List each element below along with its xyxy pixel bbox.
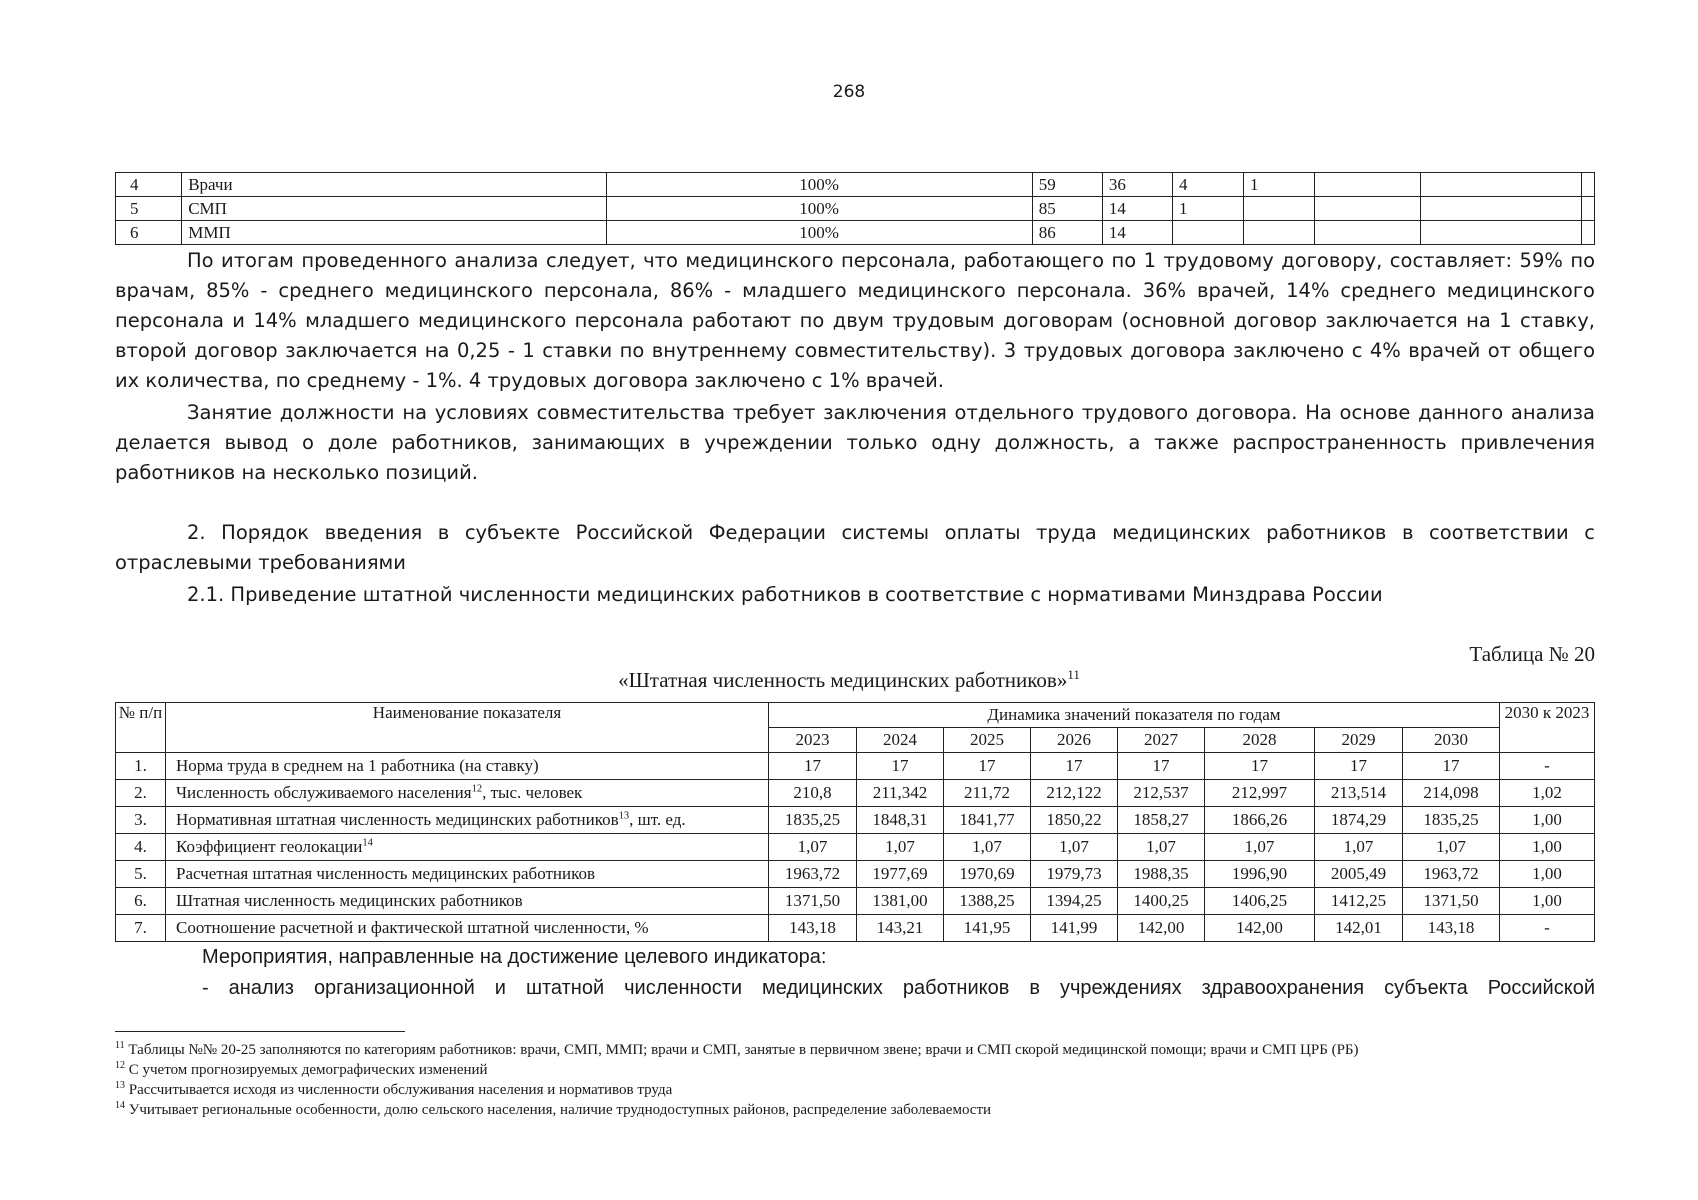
table-row	[116, 888, 1595, 915]
row-year-value: 1371,50	[769, 888, 857, 915]
row-year-value: 212,537	[1118, 780, 1205, 807]
row-year-value: 1388,25	[944, 888, 1031, 915]
header-num: № п/п	[116, 703, 166, 753]
row-year-value: 210,8	[769, 780, 857, 807]
row-footnote-ref: 14	[362, 837, 373, 849]
footnotes	[115, 1040, 1575, 1120]
table-row	[116, 753, 1595, 780]
row-year-value: 1406,25	[1205, 888, 1315, 915]
table-row	[116, 915, 1595, 942]
section-2-1-text: 2.1. Приведение штатной численности медицинских работников в соответствие с нормативами Минздрава России	[187, 583, 1383, 606]
row-year-value: 1858,27	[1118, 807, 1205, 834]
section-2-1-heading	[115, 580, 1595, 610]
top-table-cell: 36	[1102, 173, 1172, 197]
row-year-value: 142,01	[1315, 915, 1403, 942]
top-table-cell	[1421, 221, 1582, 245]
row-year-value: 17	[1118, 753, 1205, 780]
footnote-number: 14	[115, 1100, 125, 1111]
top-table-cell: 14	[1102, 221, 1172, 245]
row-number: 4.	[116, 834, 166, 861]
header-year: 2026	[1031, 728, 1118, 753]
row-year-value: 17	[857, 753, 944, 780]
paragraph-analysis	[115, 246, 1595, 396]
row-year-value: 143,18	[769, 915, 857, 942]
footnote-number: 12	[115, 1060, 125, 1071]
top-table-cell: 100%	[606, 173, 1032, 197]
table-caption	[0, 668, 1698, 693]
row-year-value: 1,07	[1403, 834, 1500, 861]
row-year-value: 213,514	[1315, 780, 1403, 807]
top-table-cell: 100%	[606, 197, 1032, 221]
footnote-separator	[115, 1031, 405, 1032]
row-ratio: 1,00	[1500, 807, 1595, 834]
top-table-cell: Врачи	[182, 173, 606, 197]
row-year-value: 143,21	[857, 915, 944, 942]
row-year-value: 212,122	[1031, 780, 1118, 807]
paragraph-combination	[115, 398, 1595, 488]
row-indicator-text: Соотношение расчетной и фактической штатной численности, %	[176, 918, 649, 937]
row-year-value: 1963,72	[769, 861, 857, 888]
row-indicator-name	[166, 915, 769, 942]
row-year-value: 143,18	[1403, 915, 1500, 942]
top-table-cell: 14	[1102, 197, 1172, 221]
row-indicator-name	[166, 888, 769, 915]
row-year-value: 1970,69	[944, 861, 1031, 888]
row-year-value: 1,07	[1205, 834, 1315, 861]
top-table-cell: 1	[1244, 173, 1315, 197]
row-year-value: 1988,35	[1118, 861, 1205, 888]
row-footnote-ref: 13	[618, 810, 630, 822]
header-year: 2025	[944, 728, 1031, 753]
row-year-value: 141,99	[1031, 915, 1118, 942]
row-year-value: 1835,25	[769, 807, 857, 834]
header-year: 2030	[1403, 728, 1500, 753]
footnote-text: Таблицы №№ 20-25 заполняются по категориям работников: врачи, СМП, ММП; врачи и СМП, занятые в первичном звене; врачи и СМП скорой медицинской помощи; врачи и СМП ЦРБ (РБ)	[128, 1042, 1359, 1058]
table-caption-text: «Штатная численность медицинских работников»	[618, 668, 1068, 692]
row-year-value: 1412,25	[1315, 888, 1403, 915]
row-year-value: 1977,69	[857, 861, 944, 888]
row-year-value: 1963,72	[1403, 861, 1500, 888]
top-table-row	[116, 173, 1595, 197]
top-table-cell: 59	[1032, 173, 1102, 197]
top-table-cell	[1173, 221, 1244, 245]
top-table-cell	[1244, 197, 1315, 221]
row-year-value: 214,098	[1403, 780, 1500, 807]
header-name: Наименование показателя	[166, 703, 769, 753]
row-indicator-text: Норма труда в среднем на 1 работника (на ставку)	[176, 756, 539, 775]
top-table-cell: ММП	[182, 221, 606, 245]
row-year-value: 1835,25	[1403, 807, 1500, 834]
top-table-cell: СМП	[182, 197, 606, 221]
row-ratio: 1,00	[1500, 834, 1595, 861]
row-indicator-text: Численность обслуживаемого населения	[176, 783, 472, 802]
top-table-cell	[1314, 221, 1420, 245]
row-footnote-ref: 12	[471, 783, 483, 795]
row-year-value: 1,07	[857, 834, 944, 861]
header-dynamics: Динамика значений показателя по годам	[769, 703, 1500, 728]
row-year-value: 1,07	[1118, 834, 1205, 861]
measures-heading: Мероприятия, направленные на достижение целевого индикатора:	[202, 946, 827, 968]
row-year-value: 17	[1403, 753, 1500, 780]
footnote	[115, 1100, 1575, 1120]
row-year-value: 1,07	[769, 834, 857, 861]
row-indicator-text: Коэффициент геолокации	[176, 837, 363, 856]
row-ratio: 1,02	[1500, 780, 1595, 807]
header-year: 2024	[857, 728, 944, 753]
row-year-value: 1,07	[944, 834, 1031, 861]
row-year-value: 1850,22	[1031, 807, 1118, 834]
footnote-number: 13	[115, 1080, 125, 1091]
row-year-value: 1400,25	[1118, 888, 1205, 915]
measures-item-text: - анализ организационной и штатной численности медицинских работников в учреждениях здравоохранения субъекта Российской	[202, 977, 1595, 999]
row-year-value: 1874,29	[1315, 807, 1403, 834]
staffing-table	[115, 702, 1595, 942]
row-year-value: 1848,31	[857, 807, 944, 834]
footnote	[115, 1060, 1575, 1080]
row-year-value: 211,72	[944, 780, 1031, 807]
row-year-value: 17	[1315, 753, 1403, 780]
row-year-value: 141,95	[944, 915, 1031, 942]
row-year-value: 17	[944, 753, 1031, 780]
top-continuation-table	[115, 172, 1595, 245]
footnote-text: Учитывает региональные особенности, долю сельского населения, наличие труднодоступных районов, распределение заболеваемости	[128, 1102, 992, 1118]
row-year-value: 1979,73	[1031, 861, 1118, 888]
paragraph-combination-text: Занятие должности на условиях совместительства требует заключения отдельного трудового договора. На основе данного анализа делается вывод о доле работников, занимающих в учреждении только одну должность, а также распространенность привлечения работников на несколько позиций.	[115, 401, 1595, 484]
top-table-cell: 5	[116, 197, 182, 221]
paragraph-analysis-text: По итогам проведенного анализа следует, что медицинского персонала, работающего по 1 трудовому договору, составляет: 59% по врачам, 85% - среднего медицинского персонала, 86% - младшего медицинского персонала. 36% врачей, 14% среднего медицинского персонала и 14% младшего медицинского персонала работают по двум трудовым договорам (основной договор заключается на 1 ставку, второй договор заключается на 0,25 - 1 ставки по внутреннему совместительству). 3 трудовых договора заключено с 4% врачей от общего их количества, по среднему - 1%. 4 трудовых договора заключено с 1% врачей.	[115, 249, 1595, 392]
table-row	[116, 807, 1595, 834]
row-year-value: 212,997	[1205, 780, 1315, 807]
row-year-value: 1381,00	[857, 888, 944, 915]
row-number: 2.	[116, 780, 166, 807]
row-indicator-text: Штатная численность медицинских работников	[176, 891, 523, 910]
row-indicator-name	[166, 861, 769, 888]
row-number: 6.	[116, 888, 166, 915]
row-number: 3.	[116, 807, 166, 834]
row-year-value: 1,07	[1315, 834, 1403, 861]
header-year: 2027	[1118, 728, 1205, 753]
top-table-cell	[1421, 173, 1582, 197]
row-indicator-name	[166, 780, 769, 807]
top-table-cell	[1244, 221, 1315, 245]
top-table-cell: 1	[1173, 197, 1244, 221]
measures-item	[115, 973, 1595, 1004]
row-indicator-text: Нормативная штатная численность медицинских работников	[176, 810, 619, 829]
top-table-cell	[1314, 197, 1420, 221]
footnote-text: С учетом прогнозируемых демографических изменений	[128, 1062, 488, 1078]
row-ratio: -	[1500, 915, 1595, 942]
table-row	[116, 861, 1595, 888]
top-table-row	[116, 197, 1595, 221]
row-indicator-unit: , тыс. человек	[482, 783, 583, 802]
table-caption-footnote-ref: 11	[1067, 667, 1080, 682]
header-year: 2028	[1205, 728, 1315, 753]
row-year-value: 1996,90	[1205, 861, 1315, 888]
row-indicator-name	[166, 807, 769, 834]
footnote	[115, 1080, 1575, 1100]
row-year-value: 1841,77	[944, 807, 1031, 834]
footnote-number: 11	[115, 1040, 125, 1051]
row-year-value: 17	[769, 753, 857, 780]
row-ratio: 1,00	[1500, 861, 1595, 888]
table-row	[116, 780, 1595, 807]
row-year-value: 2005,49	[1315, 861, 1403, 888]
top-table-cell	[1314, 173, 1420, 197]
top-table-cell: 85	[1032, 197, 1102, 221]
row-year-value: 211,342	[857, 780, 944, 807]
header-year: 2029	[1315, 728, 1403, 753]
top-table-row	[116, 221, 1595, 245]
top-table-cell: 100%	[606, 221, 1032, 245]
row-year-value: 142,00	[1118, 915, 1205, 942]
row-year-value: 17	[1205, 753, 1315, 780]
header-ratio: 2030 к 2023	[1500, 703, 1595, 753]
section-2-heading	[115, 518, 1595, 578]
row-indicator-name	[166, 834, 769, 861]
top-table-cell	[1582, 173, 1595, 197]
top-table-cell	[1582, 221, 1595, 245]
row-ratio: 1,00	[1500, 888, 1595, 915]
top-table-cell	[1582, 197, 1595, 221]
row-indicator-name	[166, 753, 769, 780]
top-table-cell	[1421, 197, 1582, 221]
top-table-cell: 6	[116, 221, 182, 245]
page-number: 268	[832, 82, 866, 102]
row-number: 5.	[116, 861, 166, 888]
top-table-cell: 4	[1173, 173, 1244, 197]
header-year: 2023	[769, 728, 857, 753]
row-year-value: 1866,26	[1205, 807, 1315, 834]
row-indicator-text: Расчетная штатная численность медицинских работников	[176, 864, 596, 883]
top-table-cell: 86	[1032, 221, 1102, 245]
top-table-cell: 4	[116, 173, 182, 197]
row-year-value: 1371,50	[1403, 888, 1500, 915]
row-year-value: 1394,25	[1031, 888, 1118, 915]
footnote	[115, 1040, 1575, 1060]
row-year-value: 17	[1031, 753, 1118, 780]
footnote-text: Рассчитывается исходя из численности обслуживания населения и нормативов труда	[128, 1082, 673, 1098]
row-number: 7.	[116, 915, 166, 942]
row-ratio: -	[1500, 753, 1595, 780]
row-indicator-unit: , шт. ед.	[629, 810, 686, 829]
section-2-text: 2. Порядок введения в субъекте Российской Федерации системы оплаты труда медицинских работников в соответствии с отраслевыми требованиями	[115, 521, 1595, 574]
table-label: Таблица № 20	[1469, 642, 1595, 666]
row-number: 1.	[116, 753, 166, 780]
table-header-row-1	[116, 703, 1595, 728]
table-row	[116, 834, 1595, 861]
row-year-value: 142,00	[1205, 915, 1315, 942]
row-year-value: 1,07	[1031, 834, 1118, 861]
